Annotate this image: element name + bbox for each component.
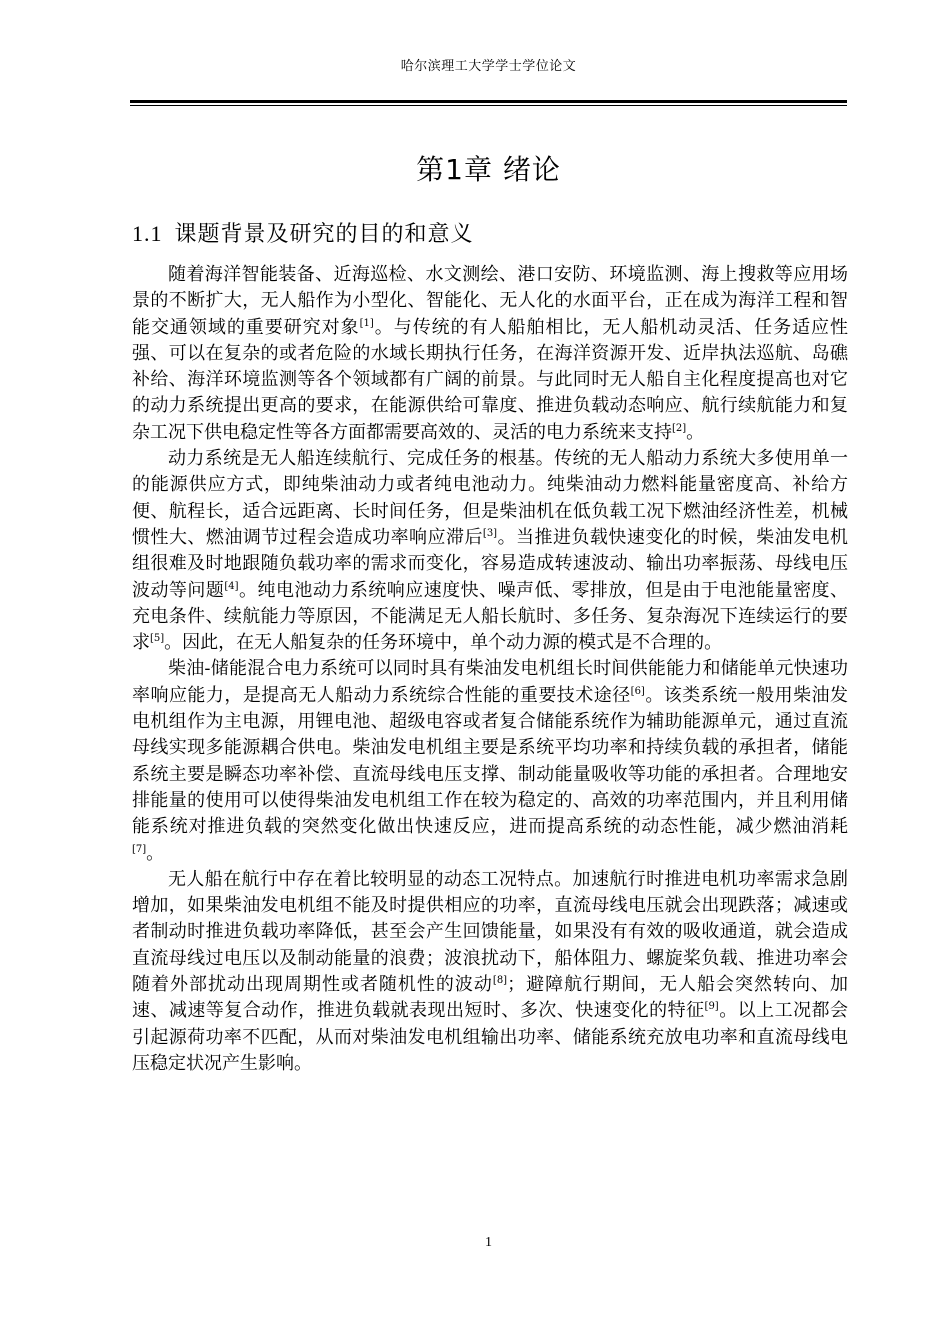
header-rule-thick bbox=[130, 100, 847, 103]
section-heading bbox=[132, 218, 474, 251]
paragraph-text: ；避障航行期间，无人船会突然转向、加速、减速等复合动作，推进负载就表现出短时、多次、快速变化的特征 bbox=[132, 974, 849, 1022]
paragraph-text: 随着海洋智能装备、近海巡检、水文测绘、港口安防、环境监测、海上搜救等应用场景的不断扩大，无人船作为小型化、智能化、无人化的水面平台，正在成为海洋工程和智能交通领域的重要研究对象 bbox=[132, 264, 848, 338]
section-title: 课题背景及研究的目的和意义 bbox=[174, 222, 474, 247]
citation: [8] bbox=[492, 975, 508, 987]
paragraph-text: 无人船在航行中存在着比较明显的动态工况特点。加速航行时推进电机功率需求急剧增加，如果柴油发电机组不能及时提供相应的功率，直流母线电压就会出现跌落；减速或者制动时推进负载功率降低，甚至会产生回馈能量，如果没有有效的吸收通道，就会造成直流母线过电压以及制动能量的浪费；波浪扰动下，船体阻力、螺旋桨负载、推进功率会随着外部扰动出现周期性或者随机性的波动 bbox=[132, 868, 848, 996]
paragraph-2 bbox=[132, 446, 848, 656]
paragraph-text: 。因此，在无人船复杂的任务环境中，单个动力源的模式是不合理的。 bbox=[164, 632, 723, 654]
paragraph-text: 。纯电池动力系统响应速度快、噪声低、零排放，但是由于电池能量密度、充电条件、续航能力等原因，不能满足无人船长航时、多任务、复杂海况下连续运行的要求 bbox=[132, 579, 849, 654]
paragraph-text: 动力系统是无人船连续航行、完成任务的根基。传统的无人船动力系统大多使用单一的能源供应方式，即纯柴油动力或者纯电池动力。纯柴油动力燃料能量密度高、补给方便、航程长，适合远距离、长时间任务，但是柴油机在低负载工况下燃油经济性差，机械惯性大、燃油调节过程会造成功率响应滞后 bbox=[132, 448, 848, 548]
body-text bbox=[132, 262, 848, 1077]
citation: [5] bbox=[150, 633, 165, 645]
citation: [1] bbox=[359, 317, 374, 329]
paragraph-text: 。 bbox=[146, 842, 165, 864]
paragraph-text: 柴油-储能混合电力系统可以同时具有柴油发电机组长时间供能能力和储能单元快速功率响应能力，是提高无人船动力系统综合性能的重要技术途径 bbox=[132, 658, 848, 706]
citation: [3] bbox=[482, 527, 498, 539]
paragraph-text: 。以上工况都会引起源荷功率不匹配，从而对柴油发电机组输出功率、储能系统充放电功率和直流母线电压稳定状况产生影响。 bbox=[132, 1000, 849, 1074]
citation: [4] bbox=[224, 580, 239, 592]
paragraph-4 bbox=[132, 867, 848, 1077]
citation: [2] bbox=[672, 422, 687, 434]
header-rule-thin bbox=[130, 105, 847, 106]
paragraph-1 bbox=[132, 262, 848, 446]
page-number: 1 bbox=[485, 1235, 492, 1250]
chapter-title: 第1章 绪论 bbox=[416, 153, 561, 186]
paragraph-text: 。 bbox=[686, 421, 705, 443]
running-header: 哈尔滨理工大学学士学位论文 bbox=[400, 59, 577, 74]
paragraph-text: 。与传统的有人船舶相比，无人船机动灵活、任务适应性强、可以在复杂的或者危险的水域长期执行任务，在海洋资源开发、近岸执法巡航、岛礁补给、海洋环境监测等各个领域都有广阔的前景。与此同时无人船自主化程度提高也对它的动力系统提出更高的要求，在能源供给可靠度、推进负载动态响应、航行续航能力和复杂工况下供电稳定性等各方面都需要高效的、灵活的电力系统来支持 bbox=[132, 316, 849, 443]
citation: [7] bbox=[132, 843, 147, 855]
section-number: 1.1 bbox=[132, 221, 163, 246]
citation: [9] bbox=[704, 1001, 719, 1013]
citation: [6] bbox=[630, 685, 645, 697]
paragraph-3 bbox=[132, 656, 848, 866]
paragraph-text: 。当推进负载快速变化的时候，柴油发电机组很难及时地跟随负载功率的需求而变化，容易造成转速波动、输出功率振荡、母线电压波动等问题 bbox=[132, 526, 849, 601]
paragraph-text: 。该类系统一般用柴油发电机组作为主电源，用锂电池、超级电容或者复合储能系统作为辅助能源单元，通过直流母线实现多能源耦合供电。柴油发电机组主要是系统平均功率和持续负载的承担者，储能系统主要是瞬态功率补偿、直流母线电压支撑、制动能量吸收等功能的承担者。合理地安排能量的使用可以使得柴油发电机组工作在较为稳定的、高效的功率范围内，并且利用储能系统对推进负载的突然变化做出快速反应，进而提高系统的动态性能，减少燃油消耗 bbox=[132, 684, 849, 838]
